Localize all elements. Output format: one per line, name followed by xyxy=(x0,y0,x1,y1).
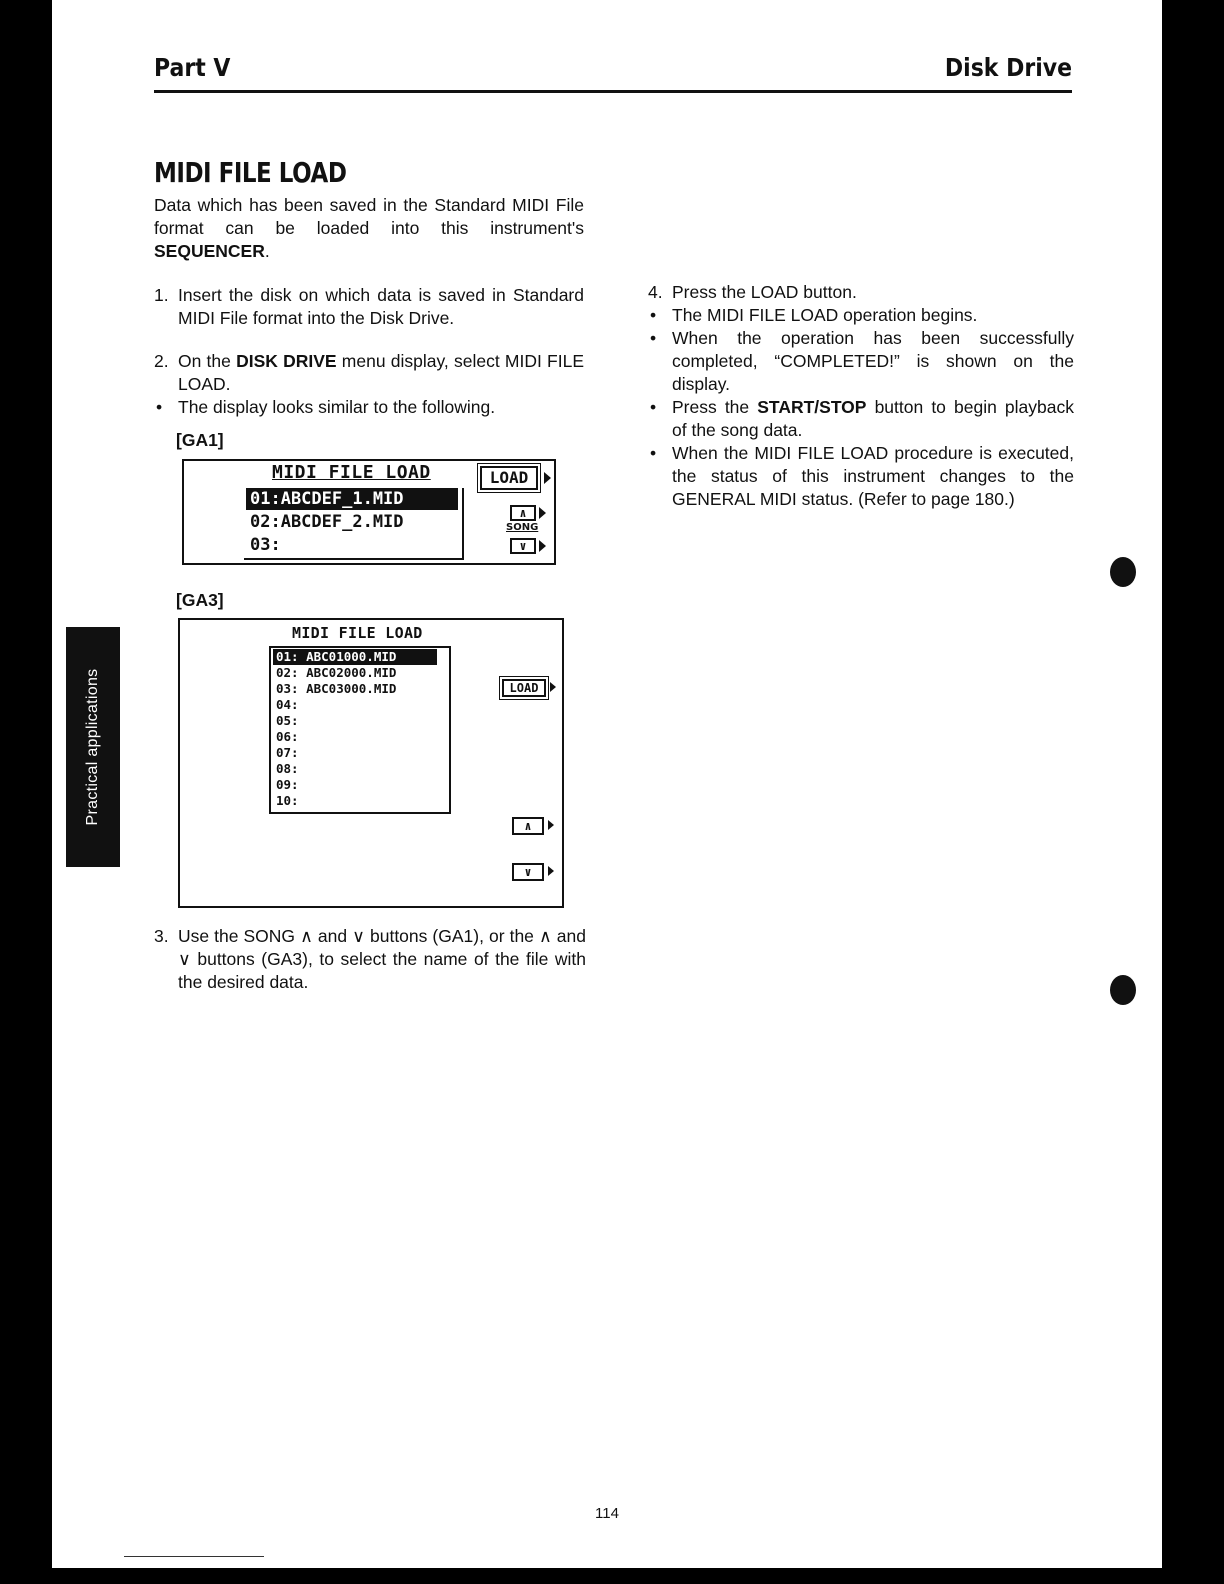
ga1-song-up-button[interactable]: ∧ xyxy=(510,505,536,521)
intro-bold: SEQUENCER xyxy=(154,241,265,261)
step-2-number: 2. xyxy=(154,351,169,371)
load-arrow-icon xyxy=(544,472,551,484)
ga3-file-row[interactable]: 04: xyxy=(276,697,299,712)
ga3-file-row[interactable]: 01: ABC01000.MID xyxy=(273,649,437,665)
ga3-display xyxy=(178,618,564,908)
step-1 xyxy=(154,284,584,330)
ga3-load-button[interactable]: LOAD xyxy=(502,679,546,697)
step-3-number: 3. xyxy=(154,926,169,946)
step-2-pre: On the xyxy=(178,351,237,371)
intro-paragraph xyxy=(154,194,584,263)
step-4-bullet: • The MIDI FILE LOAD operation begins. xyxy=(648,304,1074,327)
ga3-down-button[interactable]: ∨ xyxy=(512,863,544,881)
step-4 xyxy=(648,281,1074,511)
ga1-load-button[interactable]: LOAD xyxy=(480,466,538,490)
ga3-file-row[interactable]: 03: ABC03000.MID xyxy=(276,681,397,696)
ga1-file-list xyxy=(244,488,464,560)
step-4-bullet: • When the operation has been successfully completed, “COMPLETED!” is shown on the display. xyxy=(648,327,1074,396)
step-2-post: menu display, select MIDI FILE LOAD. xyxy=(178,351,584,394)
ga3-up-button[interactable]: ∧ xyxy=(512,817,544,835)
step-1-number: 1. xyxy=(154,285,169,305)
ga1-song-label: SONG xyxy=(506,522,539,533)
up-arrow-icon xyxy=(548,820,554,830)
step-4-bullet xyxy=(648,396,1074,442)
ga3-title: MIDI FILE LOAD xyxy=(292,624,423,642)
step-4-b3-pre: Press the xyxy=(672,397,758,417)
ga1-file-row[interactable]: 01:ABCDEF_1.MID xyxy=(246,488,458,510)
step-4-text: Press the LOAD button. xyxy=(672,282,857,302)
side-tab xyxy=(66,627,120,867)
down-arrow-icon xyxy=(539,540,546,552)
ga3-file-row[interactable]: 08: xyxy=(276,761,299,776)
step-2-bullets xyxy=(154,396,584,419)
ga1-display xyxy=(182,459,556,565)
header-rule xyxy=(154,90,1072,93)
step-2-text xyxy=(154,350,584,396)
binding-hole-icon xyxy=(1110,557,1136,587)
intro-text: Data which has been saved in the Standard MIDI File format can be loaded into this instrument's xyxy=(154,195,584,238)
footer-line xyxy=(124,1556,264,1557)
side-tab-label: Practical applications xyxy=(84,668,101,826)
step-4-number: 4. xyxy=(648,282,663,302)
step-4-bullet: • When the MIDI FILE LOAD procedure is executed, the status of this instrument changes to the GENERAL MIDI status. (Refer to page 180.) xyxy=(648,442,1074,511)
ga1-file-row[interactable]: 02:ABCDEF_2.MID xyxy=(250,512,404,532)
load-arrow-icon xyxy=(550,682,556,692)
ga3-file-row[interactable]: 06: xyxy=(276,729,299,744)
ga3-file-row[interactable]: 07: xyxy=(276,745,299,760)
intro-end: . xyxy=(264,241,270,261)
step-3-text: Use the SONG ∧ and ∨ buttons (GA1), or the ∧ and ∨ buttons (GA3), to select the name of the file with the desired data. xyxy=(178,926,586,992)
up-arrow-icon xyxy=(539,507,546,519)
step-4-b3-post: button to begin playback of the song data. xyxy=(672,397,1074,440)
ga1-title: MIDI FILE LOAD xyxy=(272,462,431,483)
page-number: 114 xyxy=(595,1505,619,1522)
ga1-file-row[interactable]: 03: xyxy=(250,535,281,555)
ga3-file-row[interactable]: 02: ABC02000.MID xyxy=(276,665,397,680)
ga3-file-list xyxy=(269,646,451,814)
step-2-bold: DISK DRIVE xyxy=(236,351,337,371)
step-3 xyxy=(154,925,586,994)
step-2-bullet: • The display looks similar to the following. xyxy=(154,396,584,419)
step-2 xyxy=(154,350,584,419)
ga3-file-row[interactable]: 05: xyxy=(276,713,299,728)
ga3-label: [GA3] xyxy=(176,590,224,610)
header-part: Part V xyxy=(154,54,231,83)
down-arrow-icon xyxy=(548,866,554,876)
ga3-file-row[interactable]: 10: xyxy=(276,793,299,808)
ga1-song-down-button[interactable]: ∨ xyxy=(510,538,536,554)
step-4-bullets xyxy=(648,304,1074,511)
step-4-b3-bold: START/STOP xyxy=(757,397,867,417)
ga1-label: [GA1] xyxy=(176,430,224,450)
header-section: Disk Drive xyxy=(944,54,1072,83)
section-title: MIDI FILE LOAD xyxy=(154,158,347,190)
manual-page xyxy=(52,0,1162,1568)
step-1-text: Insert the disk on which data is saved in Standard MIDI File format into the Disk Drive. xyxy=(178,285,584,328)
binding-hole-icon xyxy=(1110,975,1136,1005)
ga3-file-row[interactable]: 09: xyxy=(276,777,299,792)
